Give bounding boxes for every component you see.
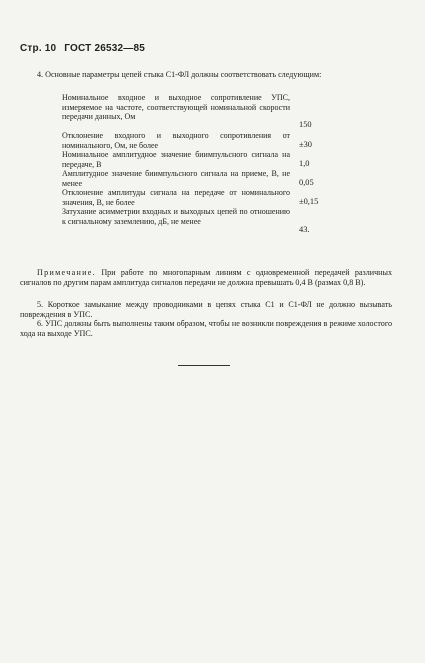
- param-value: ±30: [299, 140, 312, 149]
- item-5-paragraph: 5. Короткое замыкание между проводниками в цепях стыка С1 и С1-ФЛ не должно вызывать повреждения в УПС.: [20, 300, 392, 320]
- page-header: [20, 43, 150, 54]
- param-value: 150: [299, 120, 312, 129]
- note-label: Примечание.: [37, 268, 96, 277]
- note-text: При работе по многопарным линиям с одновременной передачей различных сигналов по другим парам амплитуда сигналов передачи не должна превышать 0,4 В (размах 0,8 В).: [20, 268, 392, 288]
- param-value: 43.: [299, 225, 310, 234]
- param-value: 1,0: [299, 159, 310, 168]
- item-6-paragraph: 6. УПС должны быть выполнены таким образом, чтобы не возникли повреждения в режиме холостого хода на выходе УПС.: [20, 319, 392, 339]
- param-description: Затухание асимметрии входных и выходных цепей по отношению к сигнальному заземлению, дБ, не менее: [62, 207, 290, 226]
- end-rule: [178, 365, 230, 366]
- param-value: 0,05: [299, 178, 314, 187]
- param-description: Отклонение амплитуды сигнала на передаче от номинального значения, В, не более: [62, 188, 290, 207]
- param-description: Номинальное входное и выходное сопротивление УПС, измеряемое на частоте, соответствующей номинальной скорости передачи данных, Ом: [62, 93, 290, 122]
- param-description: Номинальное амплитудное значение биимпульсного сигнала на передаче, В: [62, 150, 290, 169]
- param-description: Отклонение входного и выходного сопротивления от номинального, Ом, не более: [62, 131, 290, 150]
- intro-paragraph: 4. Основные параметры цепей стыка С1-ФЛ должны соответствовать следующим:: [37, 70, 322, 79]
- standard-code: ГОСТ 26532—85: [64, 43, 146, 54]
- param-description: Амплитудное значение биимпульсного сигнала на приеме, В, не менее: [62, 169, 290, 188]
- param-value: ±0,15: [299, 197, 319, 206]
- note-paragraph: [20, 268, 392, 289]
- page-number: Стр. 10: [20, 43, 57, 54]
